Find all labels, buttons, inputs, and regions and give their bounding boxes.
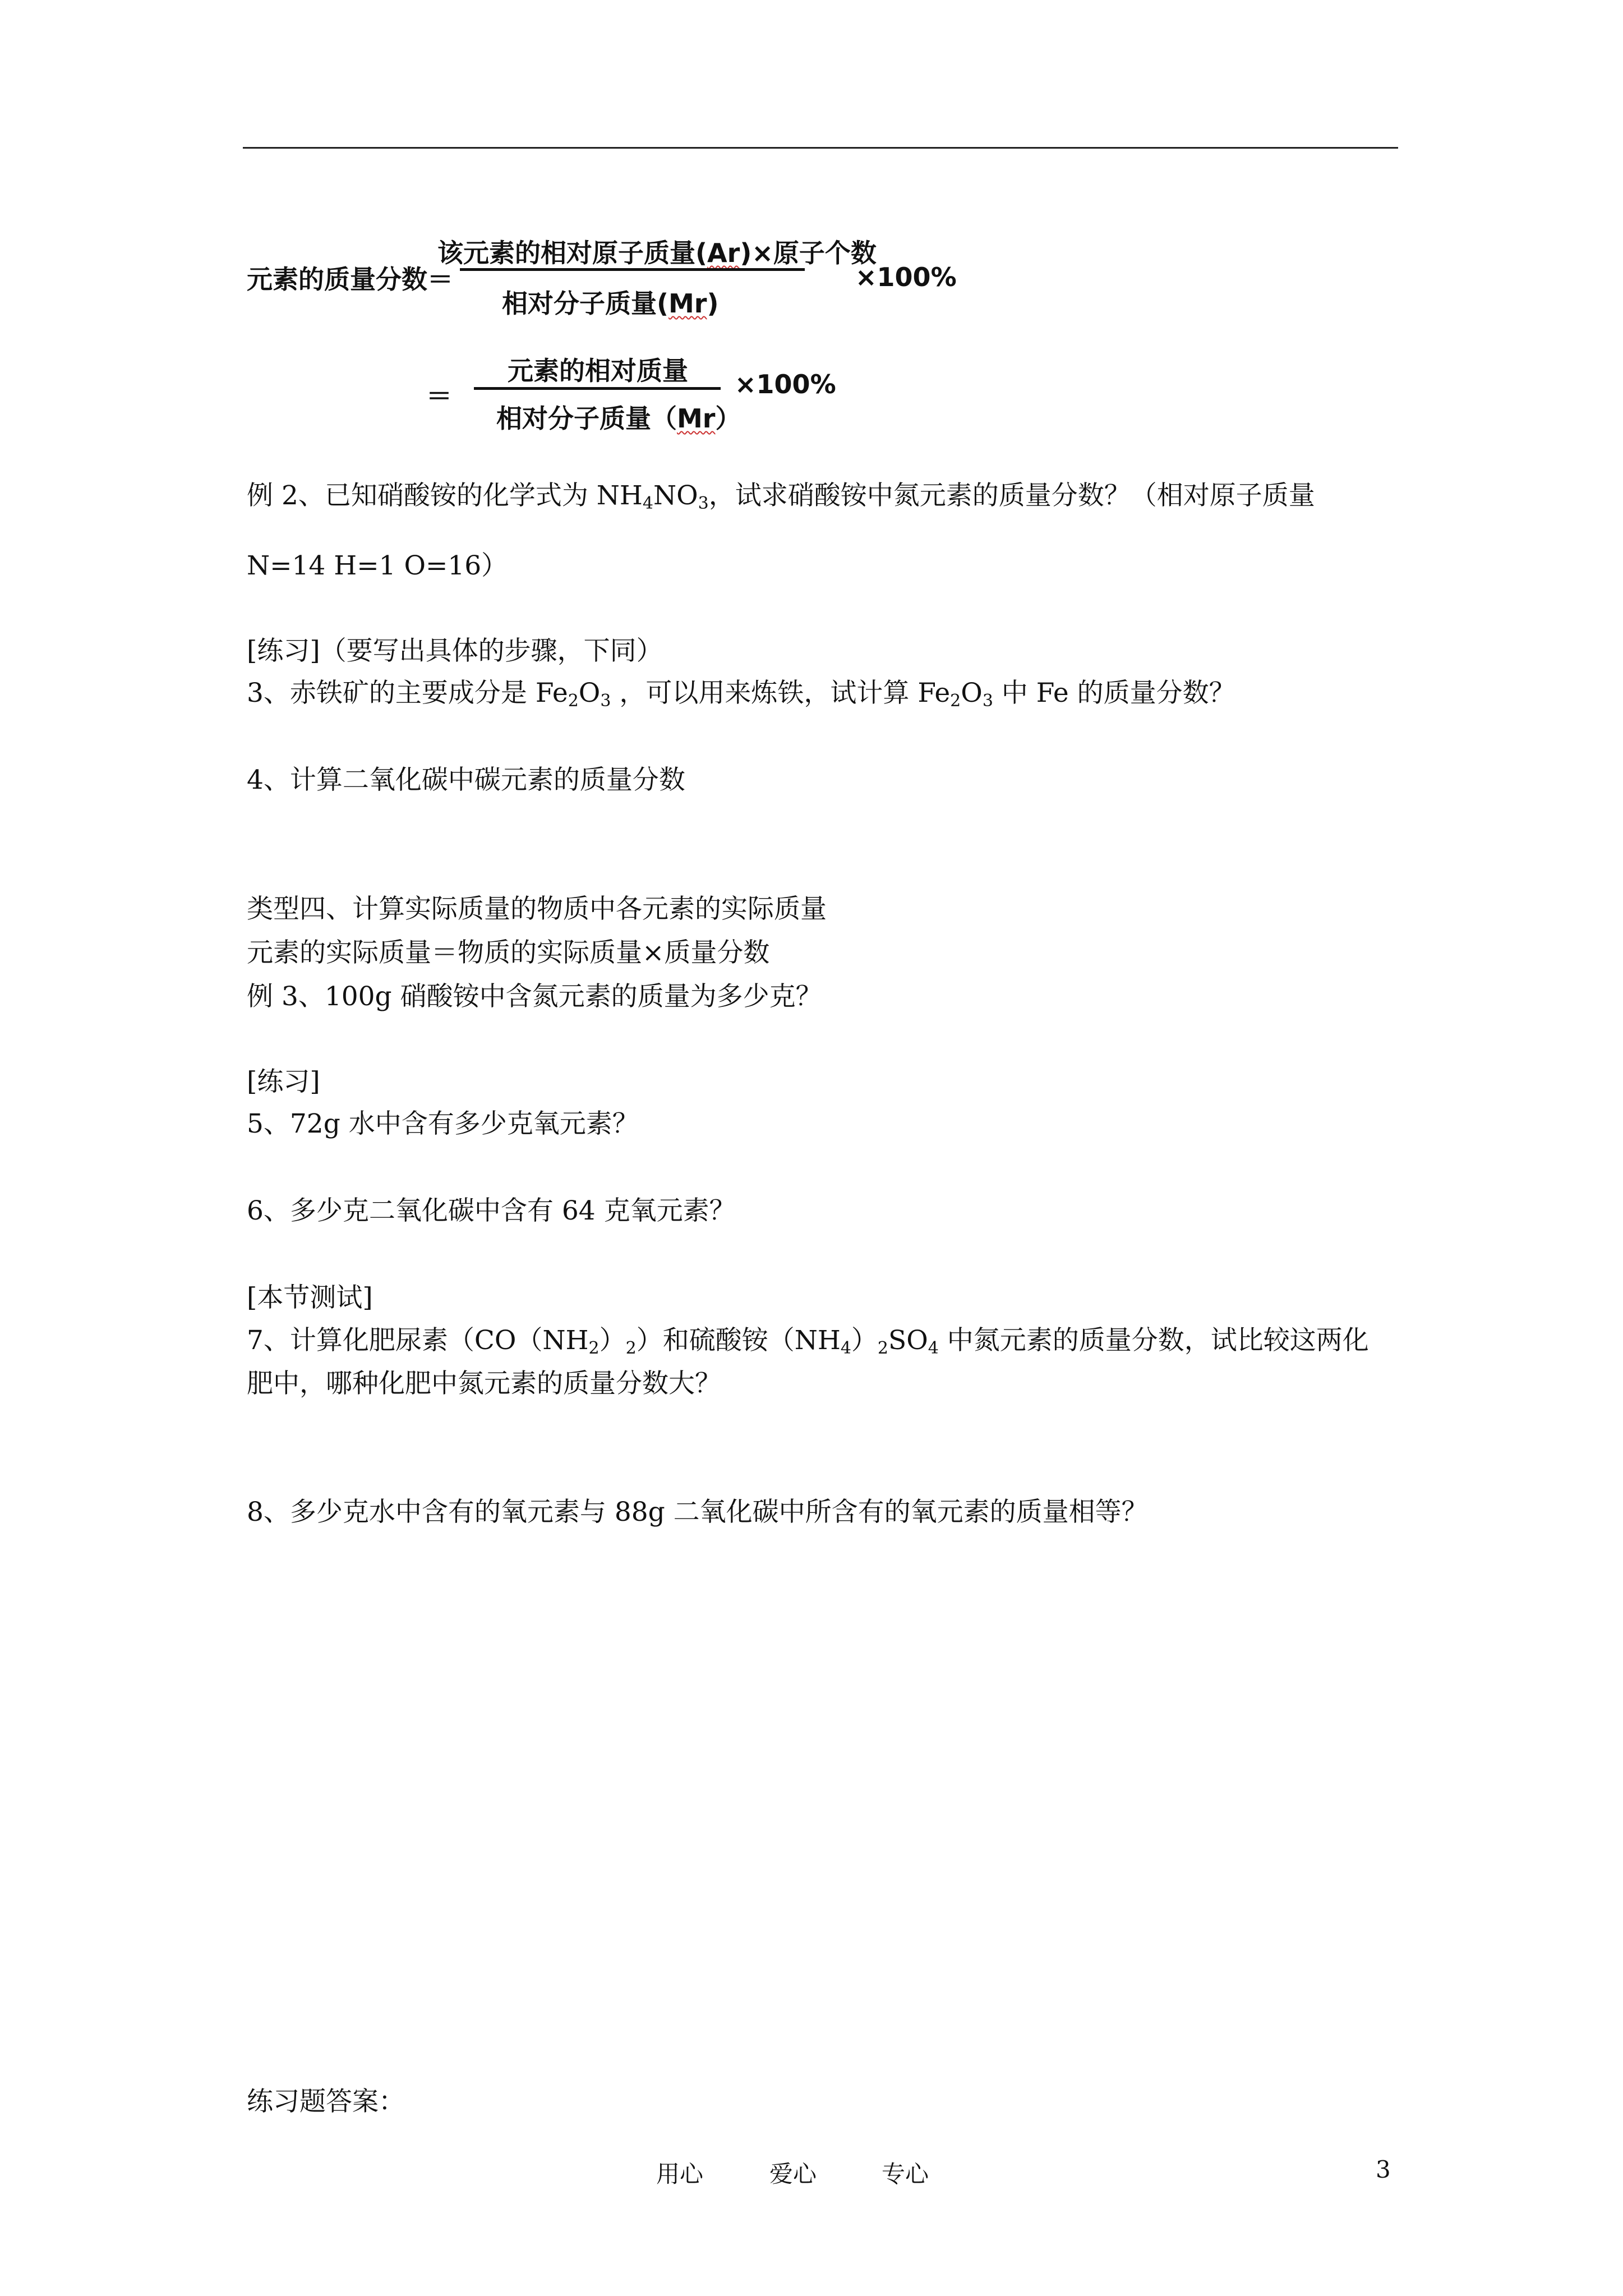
fraction1-bar [460,268,805,271]
page-number: 3 [1376,2156,1391,2183]
formula-lhs: 元素的质量分数＝ [247,264,453,295]
fraction1-denominator: 相对分子质量(Mr) [502,288,719,319]
question-4: 4、计算二氧化碳中碳元素的质量分数 [247,765,685,795]
type4-title: 类型四、计算实际质量的物质中各元素的实际质量 [247,894,827,924]
question-7-line2: 肥中，哪种化肥中氮元素的质量分数大？ [247,1368,721,1399]
header-rule [243,147,1398,149]
practice2-heading: [练习] [247,1066,320,1097]
formula1-times-100: ×100% [855,262,957,292]
fraction2-denominator: 相对分子质量（Mr） [496,403,741,434]
answers-heading: 练习题答案： [247,2086,405,2117]
question-8: 8、多少克水中含有的氧元素与 88g 二氧化碳中所含有的氧元素的质量相等？ [247,1497,1148,1527]
footer-word-2: 爱心 [769,2160,817,2188]
formula2-times-100: ×100% [735,369,836,399]
fraction1-numerator: 该元素的相对原子质量(Ar)×原子个数 [437,238,877,268]
question-5: 5、72g 水中含有多少克氧元素？ [247,1108,639,1139]
test-heading: [本节测试] [247,1282,373,1313]
footer-word-3: 专心 [882,2160,929,2188]
formula2-equals: ＝ [426,381,452,411]
question-3: 3、赤铁矿的主要成分是 $Fe_2O_3$ ，可以用来炼铁，试计算 $Fe_2O_3$ 中 Fe 的质量分数？ [247,678,1235,711]
example-3: 例 3、100g 硝酸铵中含氮元素的质量为多少克？ [247,981,822,1012]
practice-heading: [练习]（要写出具体的步骤，下同） [247,636,663,666]
fraction2-bar [474,387,721,390]
example2-line1: 例 2、已知硝酸铵的化学式为 $NH_4NO_3$，试求硝酸铵中氮元素的质量分数？（相对原子质量 [247,480,1315,513]
question-6: 6、多少克二氧化碳中含有 64 克氧元素？ [247,1195,736,1226]
example2-line2: N=14 H=1 O=16） [247,550,508,581]
footer-word-1: 用心 [656,2160,704,2188]
type4-rule: 元素的实际质量＝物质的实际质量×质量分数 [247,937,770,968]
question-7-line1: 7、计算化肥尿素$(CO(NH_2)_2)$和硫酸铵$(NH_4)_2SO_4$ 中氮元素的质量分数，试比较这两化 [247,1325,1369,1358]
fraction2-numerator: 元素的相对质量 [508,356,688,386]
